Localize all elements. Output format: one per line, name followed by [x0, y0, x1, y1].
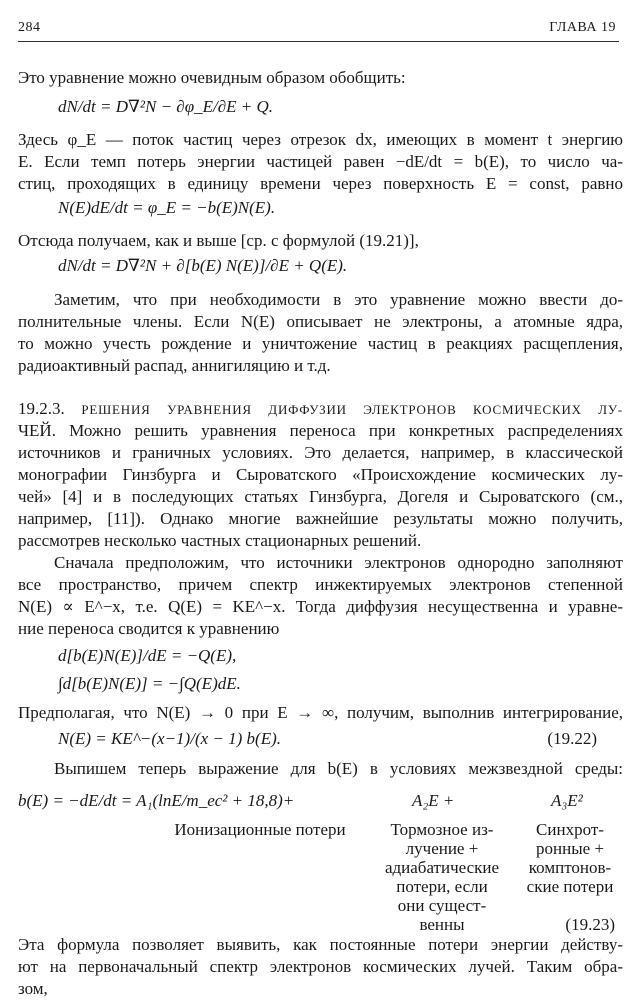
label-line: лучение +	[405, 839, 479, 858]
label-line: Синхрот-	[536, 820, 604, 839]
label-line: Тормозное из-	[390, 820, 494, 839]
text-line: монографии Гинзбурга и Сыроватского «Происхождение космических лу-	[18, 465, 623, 484]
text-line: Отсюда получаем, как и выше [ср. с формулой (19.21)],	[18, 231, 419, 250]
text-line: ют на первоначальный спектр электронов космических лучей. Таким обра-	[18, 957, 623, 976]
label-line: комптонов-	[528, 858, 612, 877]
text-line: Это уравнение можно очевидным образом обобщить:	[18, 68, 406, 87]
text-line: ние переноса сводится к уравнению	[18, 619, 280, 638]
text-line: рассмотрев несколько частных стационарных решений.	[18, 531, 422, 550]
chapter-header: ГЛАВА 19	[549, 20, 616, 35]
text-line: то можно учесть рождение и уничтожение частиц в реакциях расщепления,	[18, 334, 623, 353]
text-line: зом,	[18, 979, 48, 998]
equation-5: ∫d[b(E)N(E)] = −∫Q(E)dE.	[58, 674, 241, 693]
label-line: ские потери	[526, 877, 614, 896]
label-line: потери, если	[396, 877, 488, 896]
label-line: венны	[419, 915, 465, 934]
label-line: ронные +	[536, 839, 604, 858]
text-line: Эта формула позволяет выявить, как постоянные потери энергии действу-	[18, 935, 623, 954]
text-line: Заметим, что при необходимости в это уравнение можно ввести до-	[54, 290, 623, 309]
section-heading	[18, 399, 623, 420]
label-ionization-losses: Ионизационные потери	[174, 820, 346, 839]
equation-1	[58, 97, 623, 117]
equation-3: dN/dt = D∇²N + ∂[b(E) N(E)]/∂E + Q(E).	[58, 256, 348, 275]
page-number: 284	[18, 20, 41, 35]
equation-7-right: A₃E²	[551, 791, 583, 810]
equation-number: (19.23)	[565, 915, 615, 934]
text-line: ЧЕЙ. Можно решить уравнения переноса при конкретных распределениях	[18, 421, 623, 440]
text-line: например, [11]). Однако многие важнейшие результаты можно получить,	[18, 509, 623, 528]
equation-1-text: dN/dt = D∇²N − ∂φ_E/∂E + Q.	[58, 97, 274, 116]
text-line: Здесь φ_E — поток частиц через отрезок dx, имеющих в момент t энергию	[18, 130, 623, 149]
text-line: Выпишем теперь выражение для b(E) в условиях межзвездной среды:	[54, 759, 623, 778]
text-line: Сначала предположим, что источники электронов однородно заполняют	[54, 553, 623, 572]
section-title: РЕШЕНИЯ УРАВНЕНИЯ ДИФФУЗИИ ЭЛЕКТРОНОВ КОСМИЧЕСКИХ ЛУ-	[81, 402, 623, 417]
text-line: радиоактивный распад, аннигиляцию и т.д.	[18, 356, 331, 375]
equation-number: (19.22)	[547, 729, 597, 748]
text-line: чей» [4] и в последующих статьях Гинзбурга, Догеля и Сыроватского (см.,	[18, 487, 623, 506]
equation-4: d[b(E)N(E)]/dE = −Q(E),	[58, 646, 237, 665]
equation-2: N(E)dE/dt = φ_E = −b(E)N(E).	[58, 198, 276, 217]
label-line: адиабатические	[384, 858, 500, 877]
equation-7-left: b(E) = −dE/dt = A₁(lnE/m_ec² + 18,8)+	[18, 791, 295, 810]
text-line: стиц, проходящих в единицу времени через поверхность E = const, равно	[18, 174, 623, 193]
section-number: 19.2.3.	[18, 399, 65, 418]
equation-6-text: N(E) = KE^−(x−1)/(x − 1) b(E).	[58, 729, 281, 748]
text-line: источников и граничных условиях. Это делается, например, в классической	[18, 443, 623, 462]
equation-7-mid: A₂E +	[412, 791, 455, 810]
text-line: E. Если темп потерь энергии частицей равен −dE/dt = b(E), то число ча-	[18, 152, 623, 171]
label-synchrotron	[514, 820, 626, 896]
text-line: все пространство, причем спектр инжектируемых электронов степенной	[18, 575, 623, 594]
header-rule	[18, 41, 619, 42]
text-line: полнительные члены. Если N(E) описывает не электроны, а атомные ядра,	[18, 312, 623, 331]
label-line: они сущест-	[397, 896, 487, 915]
label-bremsstrahlung	[372, 820, 512, 934]
equation-6	[58, 729, 623, 749]
text-line: Предполагая, что N(E) → 0 при E → ∞, получим, выполнив интегрирование,	[18, 703, 623, 722]
text-line: N(E) ∝ E^−x, т.е. Q(E) = KE^−x. Тогда диффузия несущественна и уравне-	[18, 597, 623, 616]
